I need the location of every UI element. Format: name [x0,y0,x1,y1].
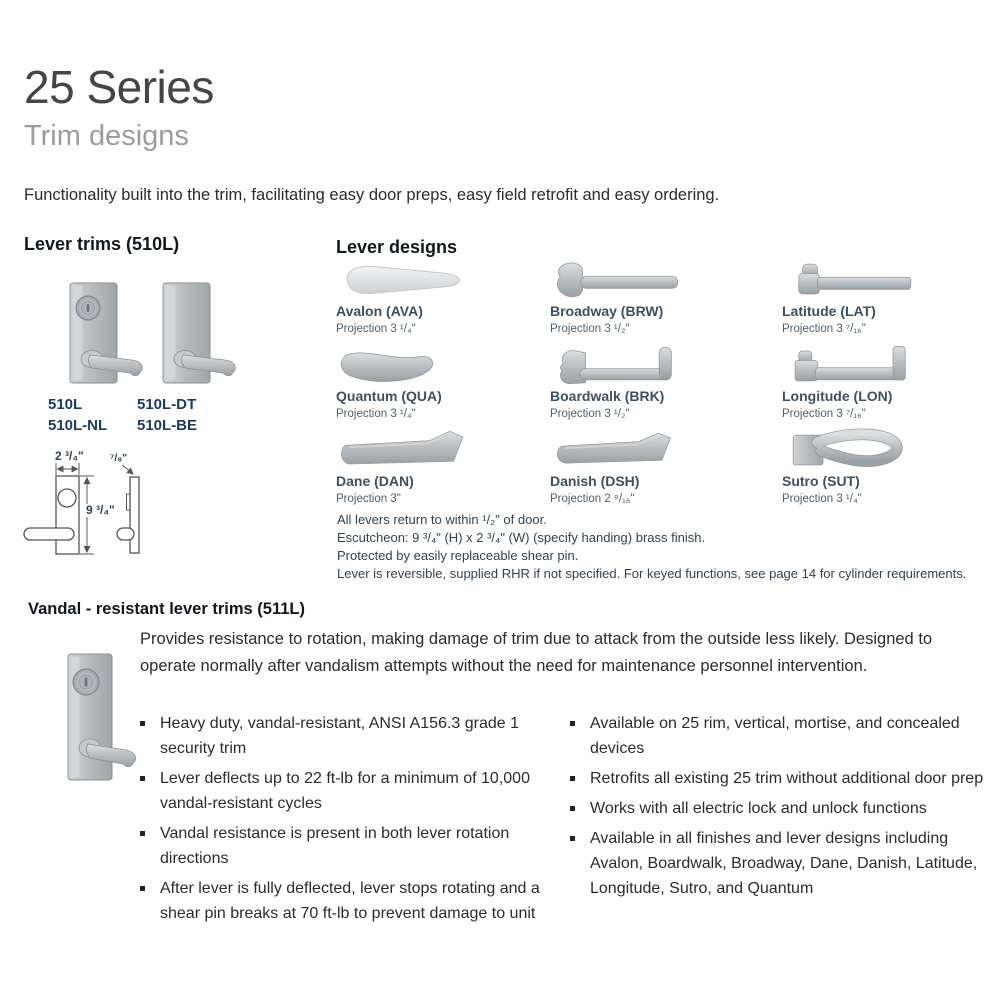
bullet-text: Retrofits all existing 25 trim without additional door prep [590,770,984,787]
model-line: 510L [48,396,83,413]
dim-width-label: 2 ³/₄" [55,449,84,463]
sutro-lever-image [782,426,922,473]
page-subtitle: Trim designs [24,120,189,152]
bullet-text: After lever is fully deflected, lever stops rotating and a shear pin breaks at 70 ft-lb to prevent damage to unit [160,880,540,922]
lever-name: Quantum (QUA) [336,388,442,404]
lever-projection: Projection 3 ¹/₄" [782,493,862,505]
dane-lever-image [336,426,476,473]
dim-thickness-label: ⁷/₈" [110,452,128,464]
bullet-text: Available in all finishes and lever designs including Avalon, Boardwalk, Broadway, Dane, Danish, Latitude, Longitude, Sutro, and Quantum [590,830,978,897]
bullet-item [570,766,985,791]
page-title: 25 Series [24,61,214,113]
lever-name: Sutro (SUT) [782,473,860,489]
bullet-icon [570,806,575,811]
lever-designs-heading: Lever designs [336,237,458,257]
bullet-item [570,796,985,821]
vandal-intro-text: Provides resistance to rotation, making damage of trim due to attack from the outside less likely. Designed to operate normally after vandalism attempts without the need for maintenance personnel intervention. [140,630,933,675]
lever-name: Boardwalk (BRK) [550,388,665,404]
quantum-lever-image [336,341,476,388]
lever-design-notes [337,511,987,583]
latitude-lever-image [782,256,922,303]
model-line: 510L-NL [48,417,108,434]
bullet-text: Vandal resistance is present in both lever rotation directions [160,825,510,867]
note-line: Lever is reversible, supplied RHR if not specified. For keyed functions, see page 14 for cylinder requirements. [337,566,967,581]
bullet-item [140,876,552,926]
note-line: Escutcheon: 9 ³/₄" (H) x 2 ³/₄" (W) (specify handing) brass finish. [337,530,706,545]
bullet-item [570,711,985,761]
dim-height-label: 9 ³/₄" [86,503,115,517]
bullet-text: Works with all electric lock and unlock functions [590,800,927,817]
lever-trims-heading: Lever trims (510L) [24,234,180,254]
dimension-drawing [22,450,332,590]
bullet-text: Heavy duty, vandal-resistant, ANSI A156.3 grade 1 security trim [160,715,520,757]
lever-name: Danish (DSH) [550,473,640,489]
lever-projection: Projection 3 ⁷/₁₆" [782,408,866,420]
model-line: 510L-BE [137,417,198,434]
lever-projection: Projection 3 ¹/₂" [550,408,630,420]
lever-cell-broadway [550,256,782,341]
bullet-item [140,766,552,816]
model-label-510l [48,394,107,436]
lever-cell-longitude [782,341,988,426]
avalon-lever-image [336,256,476,303]
lever-projection: Projection 2 ⁹/₁₆" [550,493,635,505]
lever-name: Broadway (BRW) [550,303,664,319]
bullet-icon [570,776,575,781]
boardwalk-lever-image [550,341,690,388]
lever-projection: Projection 3 ¹/₂" [550,323,630,335]
lever-name: Latitude (LAT) [782,303,876,319]
vandal-bullets-right [570,711,985,901]
bullet-item [570,826,985,901]
bullet-icon [570,836,575,841]
bullet-icon [140,886,145,891]
bullet-icon [140,721,145,726]
lever-cell-sutro [782,426,988,511]
bullet-text: Available on 25 rim, vertical, mortise, and concealed devices [590,715,960,757]
danish-lever-image [550,426,690,473]
lever-projection: Projection 3 ⁷/₁₆" [782,323,866,335]
vandal-heading: Vandal - resistant lever trims (511L) [28,600,305,618]
bullet-icon [140,831,145,836]
lever-cell-avalon [336,256,550,341]
escutcheon-511l-image [42,648,142,798]
broadway-lever-image [550,256,690,303]
lever-projection: Projection 3" [336,493,401,505]
intro-text: Functionality built into the trim, facilitating easy door preps, easy field retrofit and easy ordering. [24,186,720,204]
bullet-item [140,711,552,761]
lever-cell-dane [336,426,550,511]
vandal-bullets-left [140,711,552,926]
bullet-icon [570,721,575,726]
model-label-510l-dt [137,394,197,436]
note-line: All levers return to within ¹/₂" of door. [337,512,547,527]
lever-projection: Projection 3 ¹/₄" [336,323,416,335]
bullet-icon [140,776,145,781]
longitude-lever-image [782,341,922,388]
lever-projection: Projection 3 ¹/₄" [336,408,416,420]
lever-name: Avalon (AVA) [336,303,423,319]
escutcheon-510l-dt-image [133,278,248,398]
bullet-text: Lever deflects up to 22 ft-lb for a minimum of 10,000 vandal-resistant cycles [160,770,530,812]
lever-name: Longitude (LON) [782,388,893,404]
lever-cell-latitude [782,256,988,341]
lever-name: Dane (DAN) [336,473,414,489]
lever-designs-grid [336,256,992,511]
lever-cell-quantum [336,341,550,426]
lever-cell-boardwalk [550,341,782,426]
model-line: 510L-DT [137,396,197,413]
lever-cell-danish [550,426,782,511]
bullet-item [140,821,552,871]
note-line: Protected by easily replaceable shear pin. [337,548,579,563]
